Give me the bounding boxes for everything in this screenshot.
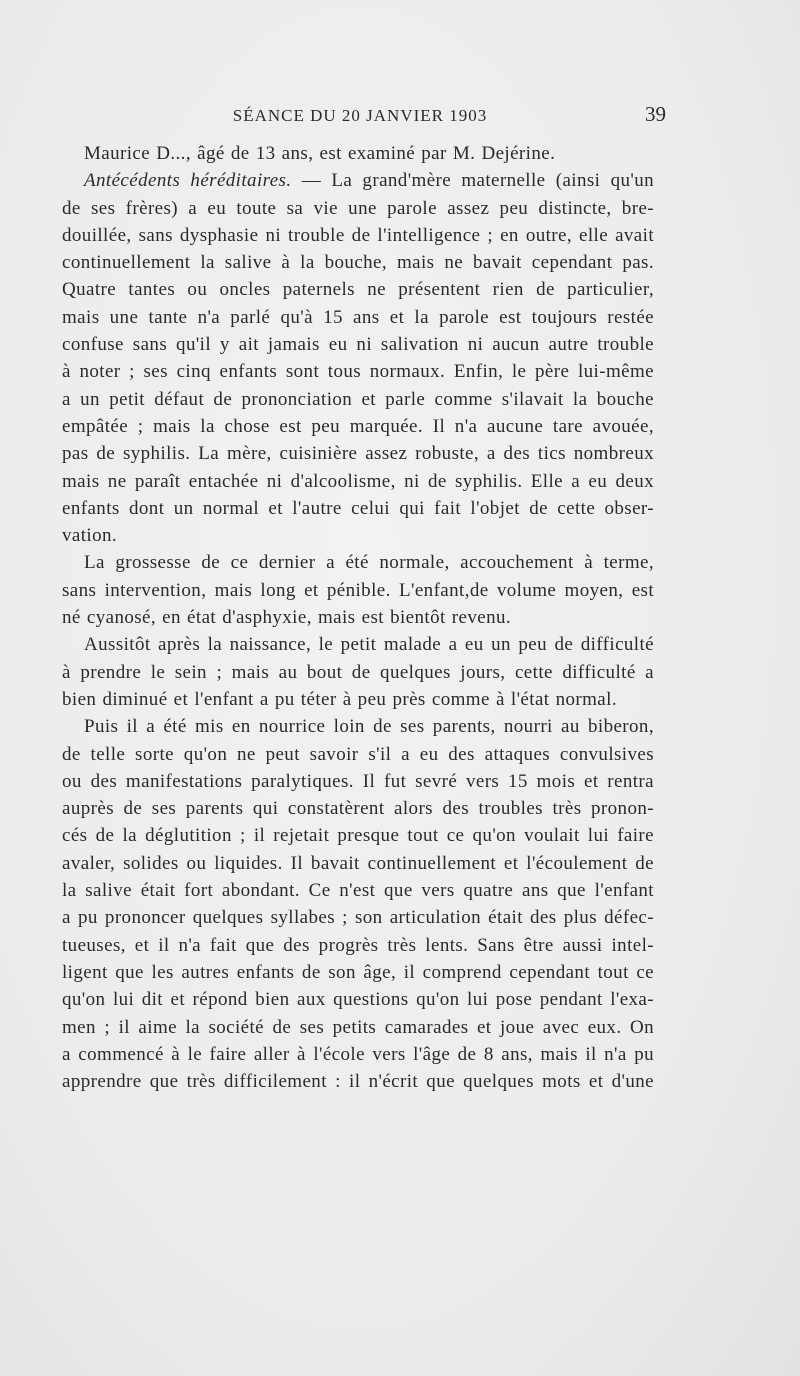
text-line: Aussitôt après la naissance, le petit malade a eu un peu de difficulté — [84, 634, 654, 656]
text-line: qu'on lui dit et répond bien aux questions qu'on lui pose pendant l'exa- — [62, 989, 654, 1011]
text-line: confuse sans qu'il y ait jamais eu ni salivation ni aucun autre trouble — [62, 334, 654, 356]
body-text — [62, 140, 654, 1095]
section-heading: Antécédents héréditaires. — [84, 170, 292, 192]
text-line — [62, 167, 654, 194]
text-line: tueuses, et il n'a fait que des progrès très lents. Sans être aussi intel- — [62, 934, 654, 956]
text-line: a un petit défaut de prononciation et parle comme s'ilavait la bouche — [62, 388, 654, 410]
text-line: Maurice D..., âgé de 13 ans, est examiné par M. Dejérine. — [84, 143, 556, 164]
text-line: ou des manifestations paralytiques. Il fut sevré vers 15 mois et rentra — [62, 770, 654, 792]
page-number: 39 — [645, 102, 666, 126]
text-line: sans intervention, mais long et pénible. L'enfant,de volume moyen, est — [62, 579, 654, 601]
text-line: apprendre que très difficilement : il n'écrit que quelques mots et d'une — [62, 1071, 654, 1093]
text-line: à prendre le sein ; mais au bout de quelques jours, cette difficulté a — [62, 661, 654, 683]
text-line: de telle sorte qu'on ne peut savoir s'il a eu des attaques convulsives — [62, 743, 654, 765]
text-fragment: — La grand'mère maternelle (ainsi qu'un — [291, 170, 655, 192]
text-line: vation. — [62, 525, 118, 547]
text-line: cés de la déglutition ; il rejetait presque tout ce qu'on voulait lui faire — [62, 825, 654, 847]
running-head — [60, 100, 666, 130]
text-line: né cyanosé, en état d'asphyxie, mais est bientôt revenu. — [62, 607, 512, 629]
running-title: SÉANCE DU 20 JANVIER 1903 — [232, 106, 488, 125]
text-line: mais ne paraît entachée ni d'alcoolisme, ni de syphilis. Elle a eu deux — [62, 470, 654, 492]
text-line: auprès de ses parents qui constatèrent alors des troubles très pronon- — [62, 798, 654, 820]
text-line: ligent que les autres enfants de son âge, il comprend cependant tout ce — [62, 961, 654, 983]
text-line: empâtée ; mais la chose est peu marquée. Il n'a aucune tare avouée, — [62, 415, 654, 437]
text-line: de ses frères) a eu toute sa vie une parole assez peu distincte, bre- — [62, 197, 654, 219]
text-line: à noter ; ses cinq enfants sont tous normaux. Enfin, le père lui-même — [62, 361, 654, 383]
text-line: la salive était fort abondant. Ce n'est que vers quatre ans que l'enfant — [62, 880, 654, 902]
text-line: La grossesse de ce dernier a été normale, accouchement à terme, — [84, 552, 654, 574]
text-line: avaler, solides ou liquides. Il bavait continuellement et l'écoulement de — [62, 852, 654, 874]
text-line: Quatre tantes ou oncles paternels ne présentent rien de particulier, — [62, 279, 654, 301]
text-line: enfants dont un normal et l'autre celui qui fait l'objet de cette obser- — [62, 497, 654, 519]
text-line: Puis il a été mis en nourrice loin de ses parents, nourri au biberon, — [84, 716, 654, 738]
text-line: a pu prononcer quelques syllabes ; son articulation était des plus défec- — [62, 907, 654, 929]
text-line: douillée, sans dysphasie ni trouble de l'intelligence ; en outre, elle avait — [62, 224, 654, 246]
text-line: men ; il aime la société de ses petits camarades et joue avec eux. On — [62, 1016, 654, 1038]
text-line: bien diminué et l'enfant a pu téter à peu près comme à l'état normal. — [62, 688, 617, 710]
text-line: a commencé à le faire aller à l'école vers l'âge de 8 ans, mais il n'a pu — [62, 1043, 654, 1065]
text-line: continuellement la salive à la bouche, mais ne bavait cependant pas. — [62, 252, 654, 274]
text-line: pas de syphilis. La mère, cuisinière assez robuste, a des tics nombreux — [62, 443, 654, 465]
text-line: mais une tante n'a parlé qu'à 15 ans et la parole est toujours restée — [62, 306, 654, 328]
